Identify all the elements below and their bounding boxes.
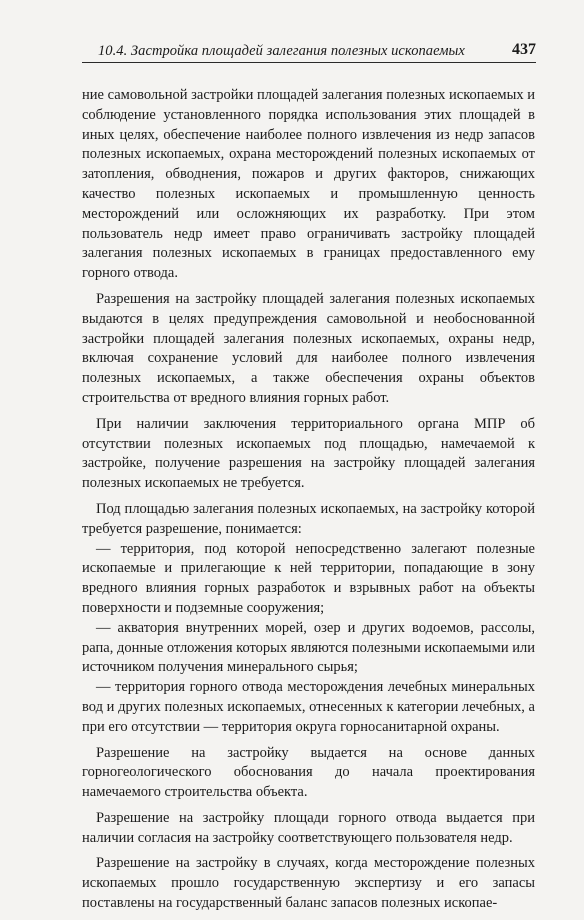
list-item: — акватория внутренних морей, озер и других водоемов, рассолы, рапа, донные отложения которых являются полезными ископаемыми или источником получения минерального сырья; — [82, 619, 535, 676]
running-title: 10.4. Застройка площадей залегания полезных ископаемых — [98, 43, 465, 59]
body-text — [82, 86, 535, 920]
paragraph: Под площадью залегания полезных ископаемых, на застройку которой требуется разрешение, понимается: — [82, 500, 535, 537]
paragraph: Разрешение на застройку в случаях, когда месторождение полезных ископаемых прошло государственную экспертизу и его запасы поставлены на государственный баланс запасов полезных ископае- — [82, 855, 535, 912]
running-header — [82, 42, 536, 63]
paragraph: При наличии заключения территориального органа МПР об отсутствии полезных ископаемых под площадью, намечаемой к застройке, получение разрешения на застройку площадей залегания полезных ископаемых не требуется. — [82, 415, 535, 492]
paragraph: ние самовольной застройки площадей залегания полезных ископаемых и соблюдение установленного порядка использования этих площадей в иных целях, обеспечение наиболее полного извлечения из недр запасов полезных ископаемых, охрана месторождений полезных ископаемых от затопления, обводнения, пожаров и других факторов, снижающих качество полезных ископаемых и промышленную ценность месторождений или осложняющих их разработку. При этом пользователь недр имеет право ограничивать застройку площадей залегания полезных ископаемых в границах предоставленного ему горного отвода. — [82, 87, 535, 282]
list-item: — территория горного отвода месторождения лечебных минеральных вод и других полезных ископаемых, отнесенных к категории лечебных, а при его отсутствии — территория округа горносанитарной охраны. — [82, 679, 535, 735]
page-number: 437 — [512, 41, 536, 58]
paragraph: Разрешение на застройку выдается на основе данных горногеологического обоснования до начала проектирования намечаемого строительства объекта. — [82, 744, 535, 801]
paragraph: Разрешения на застройку площадей залегания полезных ископаемых выдаются в целях предупреждения самовольной и необоснованной застройки площадей залегания полезных ископаемых, охраны недр, включая сохранение условий для наиболее полного извлечения полезных ископаемых, а также обеспечения охраны объектов строительства от вредного влияния горных работ. — [82, 290, 535, 406]
list-item: — территория, под которой непосредственно залегают полезные ископаемые и прилегающие к ней территории, попадающие в зону вредного влияния горных разработок и взрывных работ на объекты поверхности и подземные сооружения; — [82, 540, 535, 616]
paragraph: Разрешение на застройку площади горного отвода выдается при наличии согласия на застройку соответствующего пользователя недр. — [82, 809, 535, 846]
